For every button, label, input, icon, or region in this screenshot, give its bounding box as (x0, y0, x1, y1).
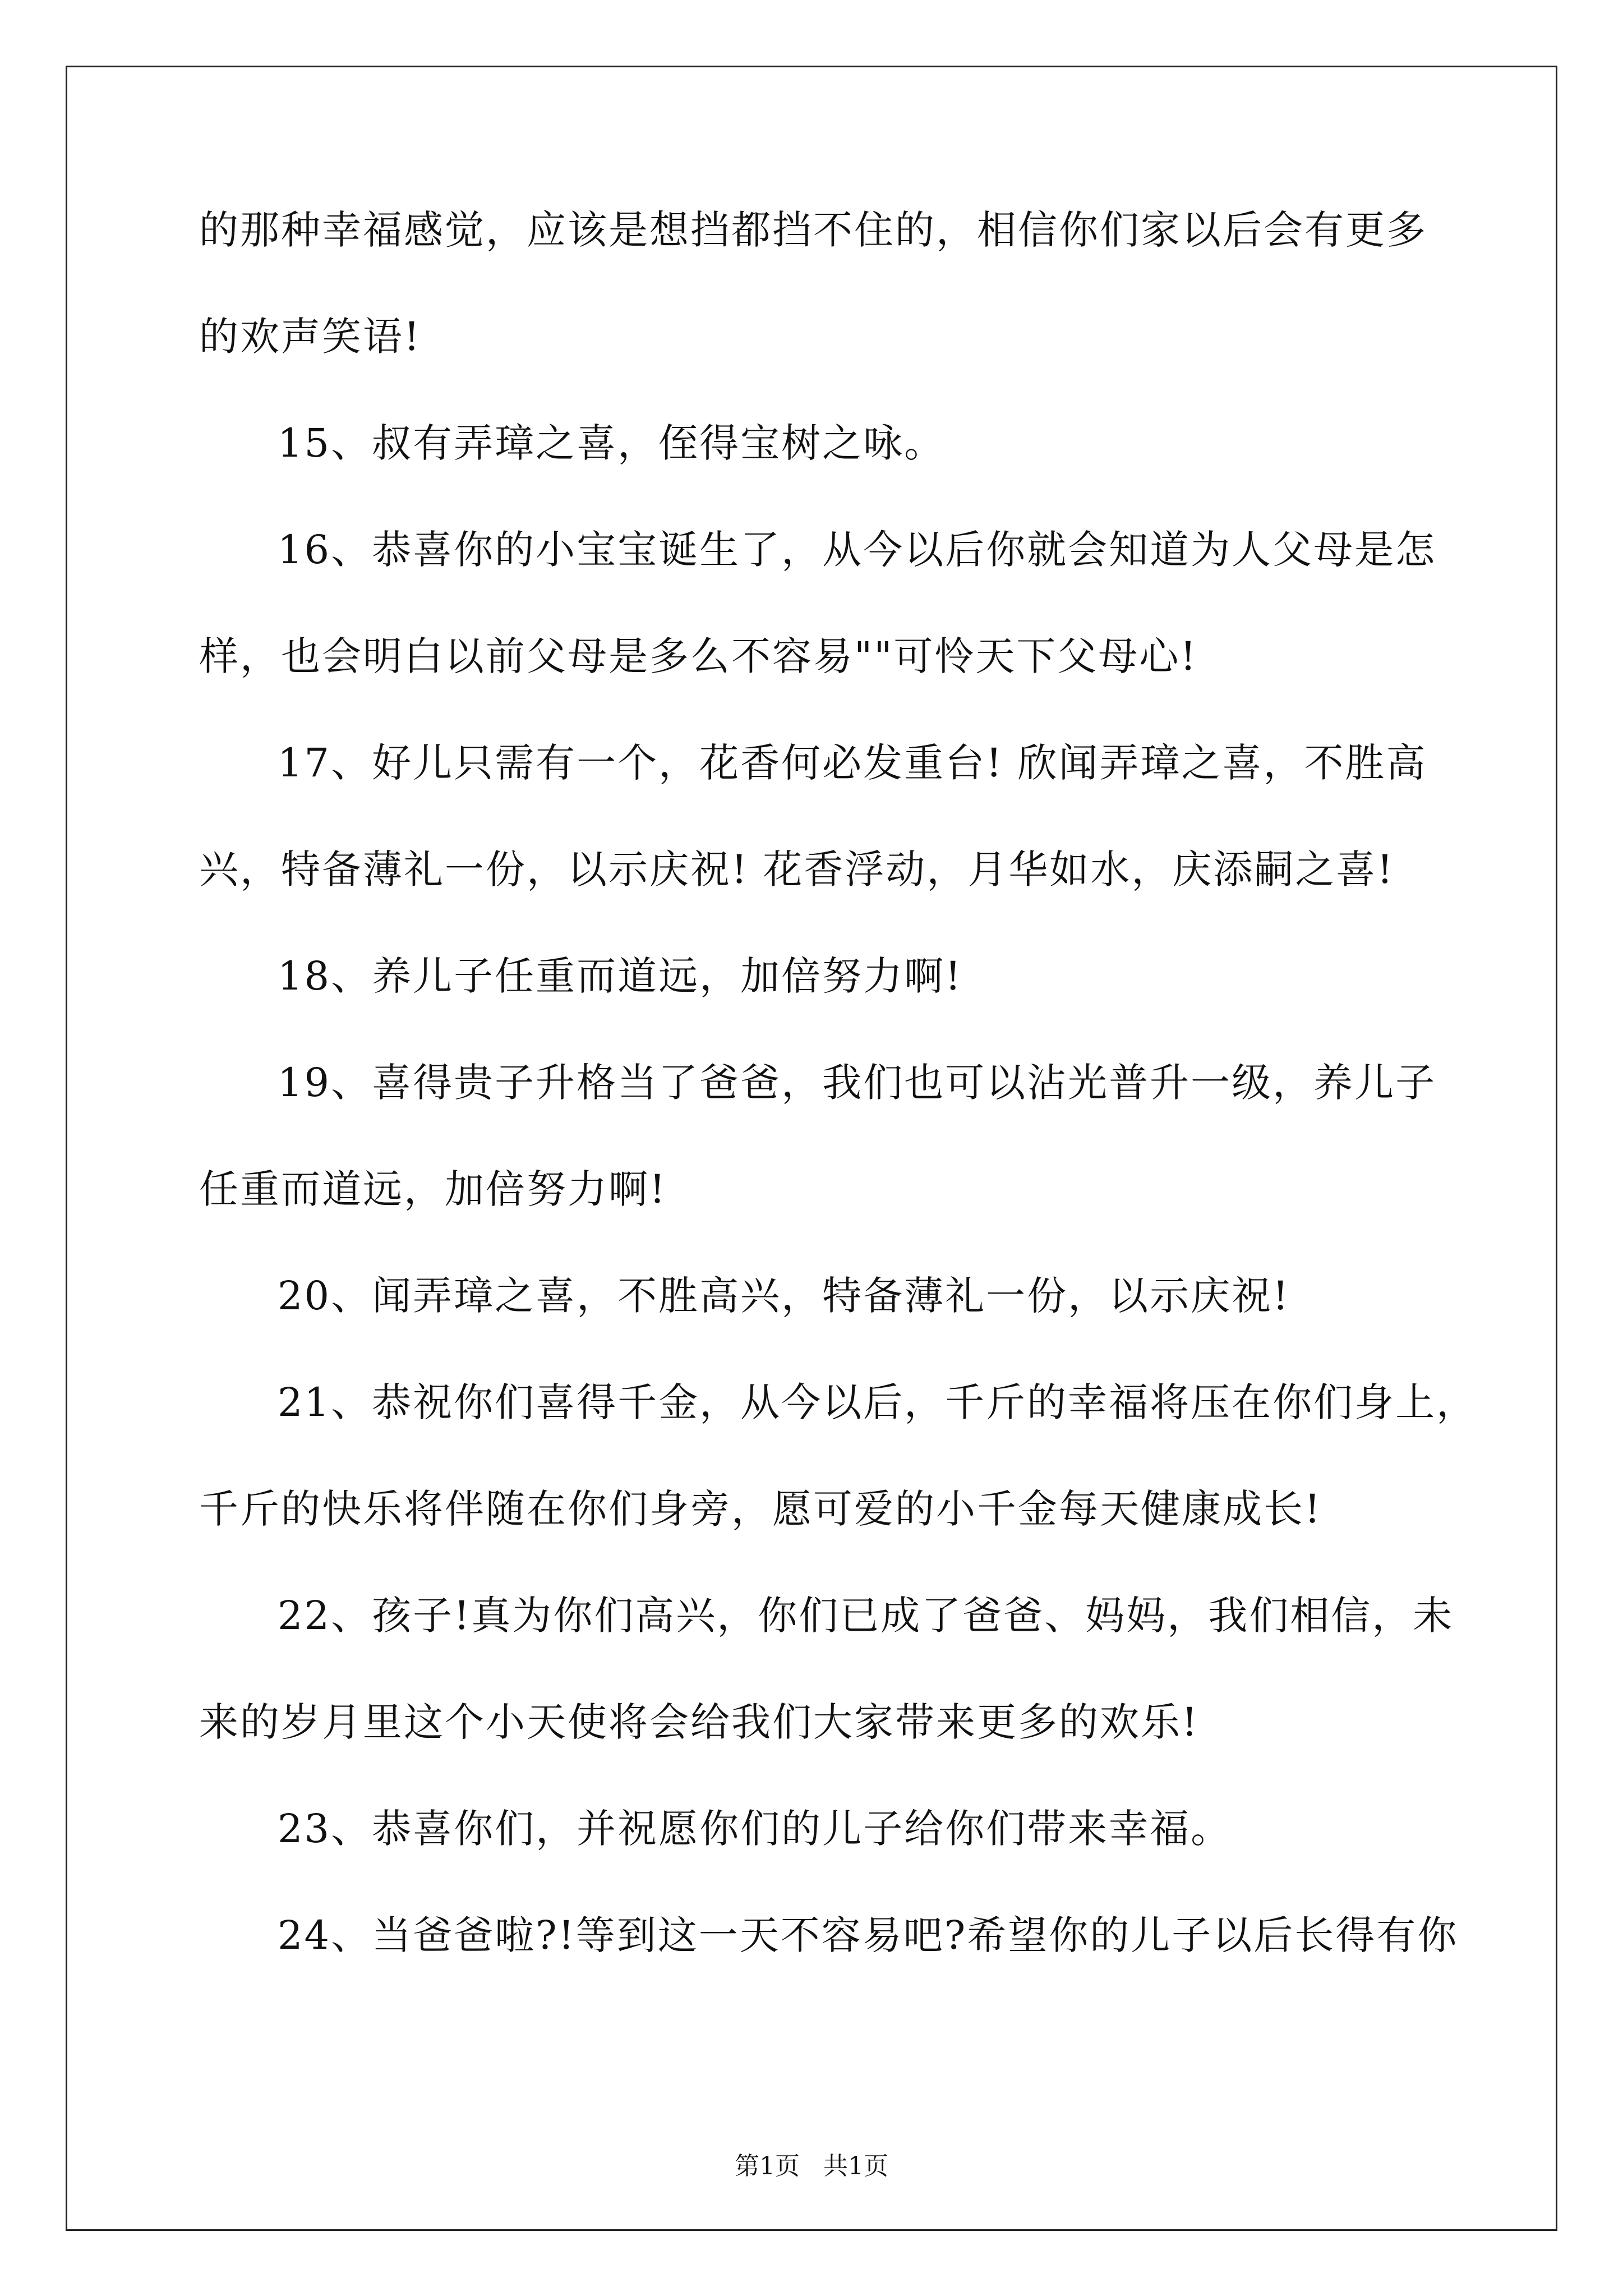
paragraph-line: 15、叔有弄璋之喜，侄得宝树之咏。 (278, 420, 946, 466)
text-line: 样，也会明白以前父母是多么不容易""可怜天下父母心! (199, 633, 1198, 679)
text-line: 任重而道远，加倍努力啊! (199, 1166, 667, 1212)
text-line: 兴，特备薄礼一份，以示庆祝! 花香浮动，月华如水，庆添嗣之喜! (199, 846, 1395, 892)
text-line: 来的岁月里这个小天使将会给我们大家带来更多的欢乐! (199, 1699, 1200, 1745)
paragraph-line: 19、喜得贵子升格当了爸爸，我们也可以沾光普升一级，养儿子 (278, 1060, 1437, 1106)
paragraph-line: 20、闻弄璋之喜，不胜高兴，特备薄礼一份，以示庆祝! (278, 1273, 1290, 1319)
page-footer: 第1页 共1页 (735, 2152, 888, 2180)
page-border (66, 66, 1557, 2231)
text-line: 的欢声笑语! (199, 314, 422, 360)
paragraph-line: 16、恭喜你的小宝宝诞生了，从今以后你就会知道为人父母是怎 (278, 527, 1437, 573)
paragraph-line: 22、孩子!真为你们高兴，你们已成了爸爸、妈妈，我们相信，未 (278, 1593, 1454, 1639)
paragraph-line: 17、好儿只需有一个，花香何必发重台! 欣闻弄璋之喜，不胜高 (278, 740, 1427, 786)
text-line: 千斤的快乐将伴随在你们身旁，愿可爱的小千金每天健康成长! (199, 1486, 1322, 1532)
paragraph-line: 23、恭喜你们，并祝愿你们的儿子给你们带来幸福。 (278, 1806, 1232, 1852)
paragraph-line: 18、养儿子任重而道远，加倍努力啊! (278, 953, 963, 999)
text-line: 的那种幸福感觉，应该是想挡都挡不住的，相信你们家以后会有更多 (199, 207, 1427, 253)
paragraph-line: 24、当爸爸啦?!等到这一天不容易吧?希望你的儿子以后长得有你 (278, 1912, 1459, 1958)
paragraph-line: 21、恭祝你们喜得千金，从今以后，千斤的幸福将压在你们身上， (278, 1379, 1478, 1425)
